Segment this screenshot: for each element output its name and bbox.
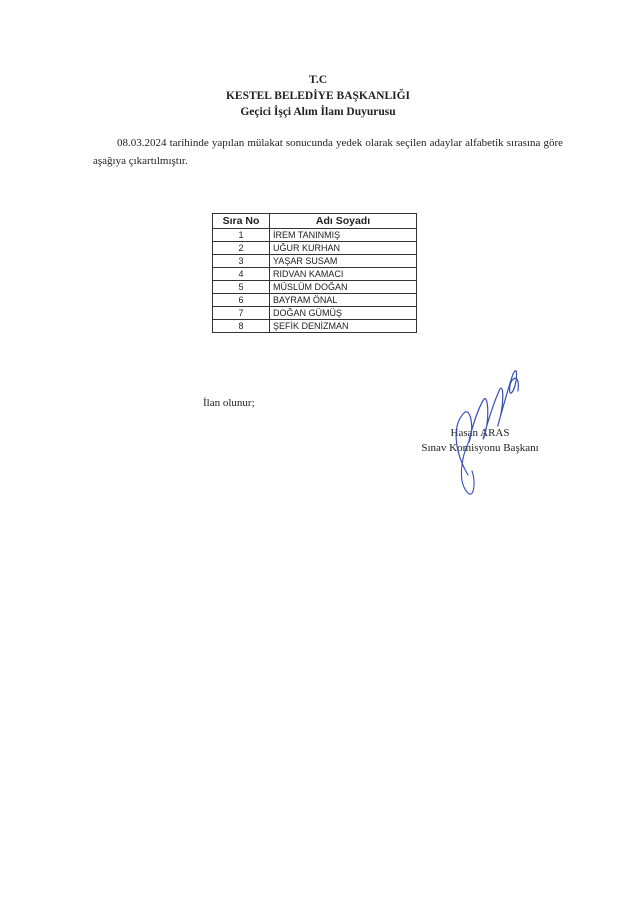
row-number: 3: [213, 255, 270, 268]
table-row: [213, 307, 417, 320]
closing-text: İlan olunur;: [203, 397, 255, 409]
row-name: UĞUR KURHAN: [270, 242, 417, 255]
row-number: 8: [213, 320, 270, 333]
handwritten-signature: [440, 355, 530, 505]
row-number: 5: [213, 281, 270, 294]
intro-paragraph: [93, 134, 563, 170]
table-row: [213, 229, 417, 242]
row-name: MÜSLÜM DOĞAN: [270, 281, 417, 294]
signer-title: Sınav Komisyonu Başkanı: [421, 442, 539, 454]
row-name: DOĞAN GÜMÜŞ: [270, 307, 417, 320]
table-row: [213, 242, 417, 255]
column-header-name: Adı Soyadı: [270, 214, 417, 229]
table-row: [213, 281, 417, 294]
table-header-row: [213, 214, 417, 229]
intro-text: 08.03.2024 tarihinde yapılan mülakat sonucunda yedek olarak seçilen adaylar alfabetik sırasına göre aşağıya çıkartılmıştır.: [93, 137, 563, 167]
header-line-title: Geçici İşçi Alım İlanı Duyurusu: [240, 106, 396, 118]
row-number: 6: [213, 294, 270, 307]
row-number: 1: [213, 229, 270, 242]
row-name: YAŞAR SUSAM: [270, 255, 417, 268]
row-name: ŞEFİK DENİZMAN: [270, 320, 417, 333]
row-name: RIDVAN KAMACI: [270, 268, 417, 281]
document-header: [0, 72, 636, 120]
table-row: [213, 255, 417, 268]
row-number: 4: [213, 268, 270, 281]
signature-stroke: [456, 371, 518, 475]
header-line-institution: KESTEL BELEDİYE BAŞKANLIĞI: [225, 90, 411, 102]
header-line-tc: T.C: [309, 74, 327, 86]
table-row: [213, 268, 417, 281]
row-name: İREM TANINMIŞ: [270, 229, 417, 242]
table-row: [213, 294, 417, 307]
signer-name: Hasan ARAS: [450, 427, 510, 439]
column-header-no: Sıra No: [213, 214, 270, 229]
row-number: 7: [213, 307, 270, 320]
row-number: 2: [213, 242, 270, 255]
table-row: [213, 320, 417, 333]
row-name: BAYRAM ÖNAL: [270, 294, 417, 307]
candidates-table: [212, 213, 417, 333]
